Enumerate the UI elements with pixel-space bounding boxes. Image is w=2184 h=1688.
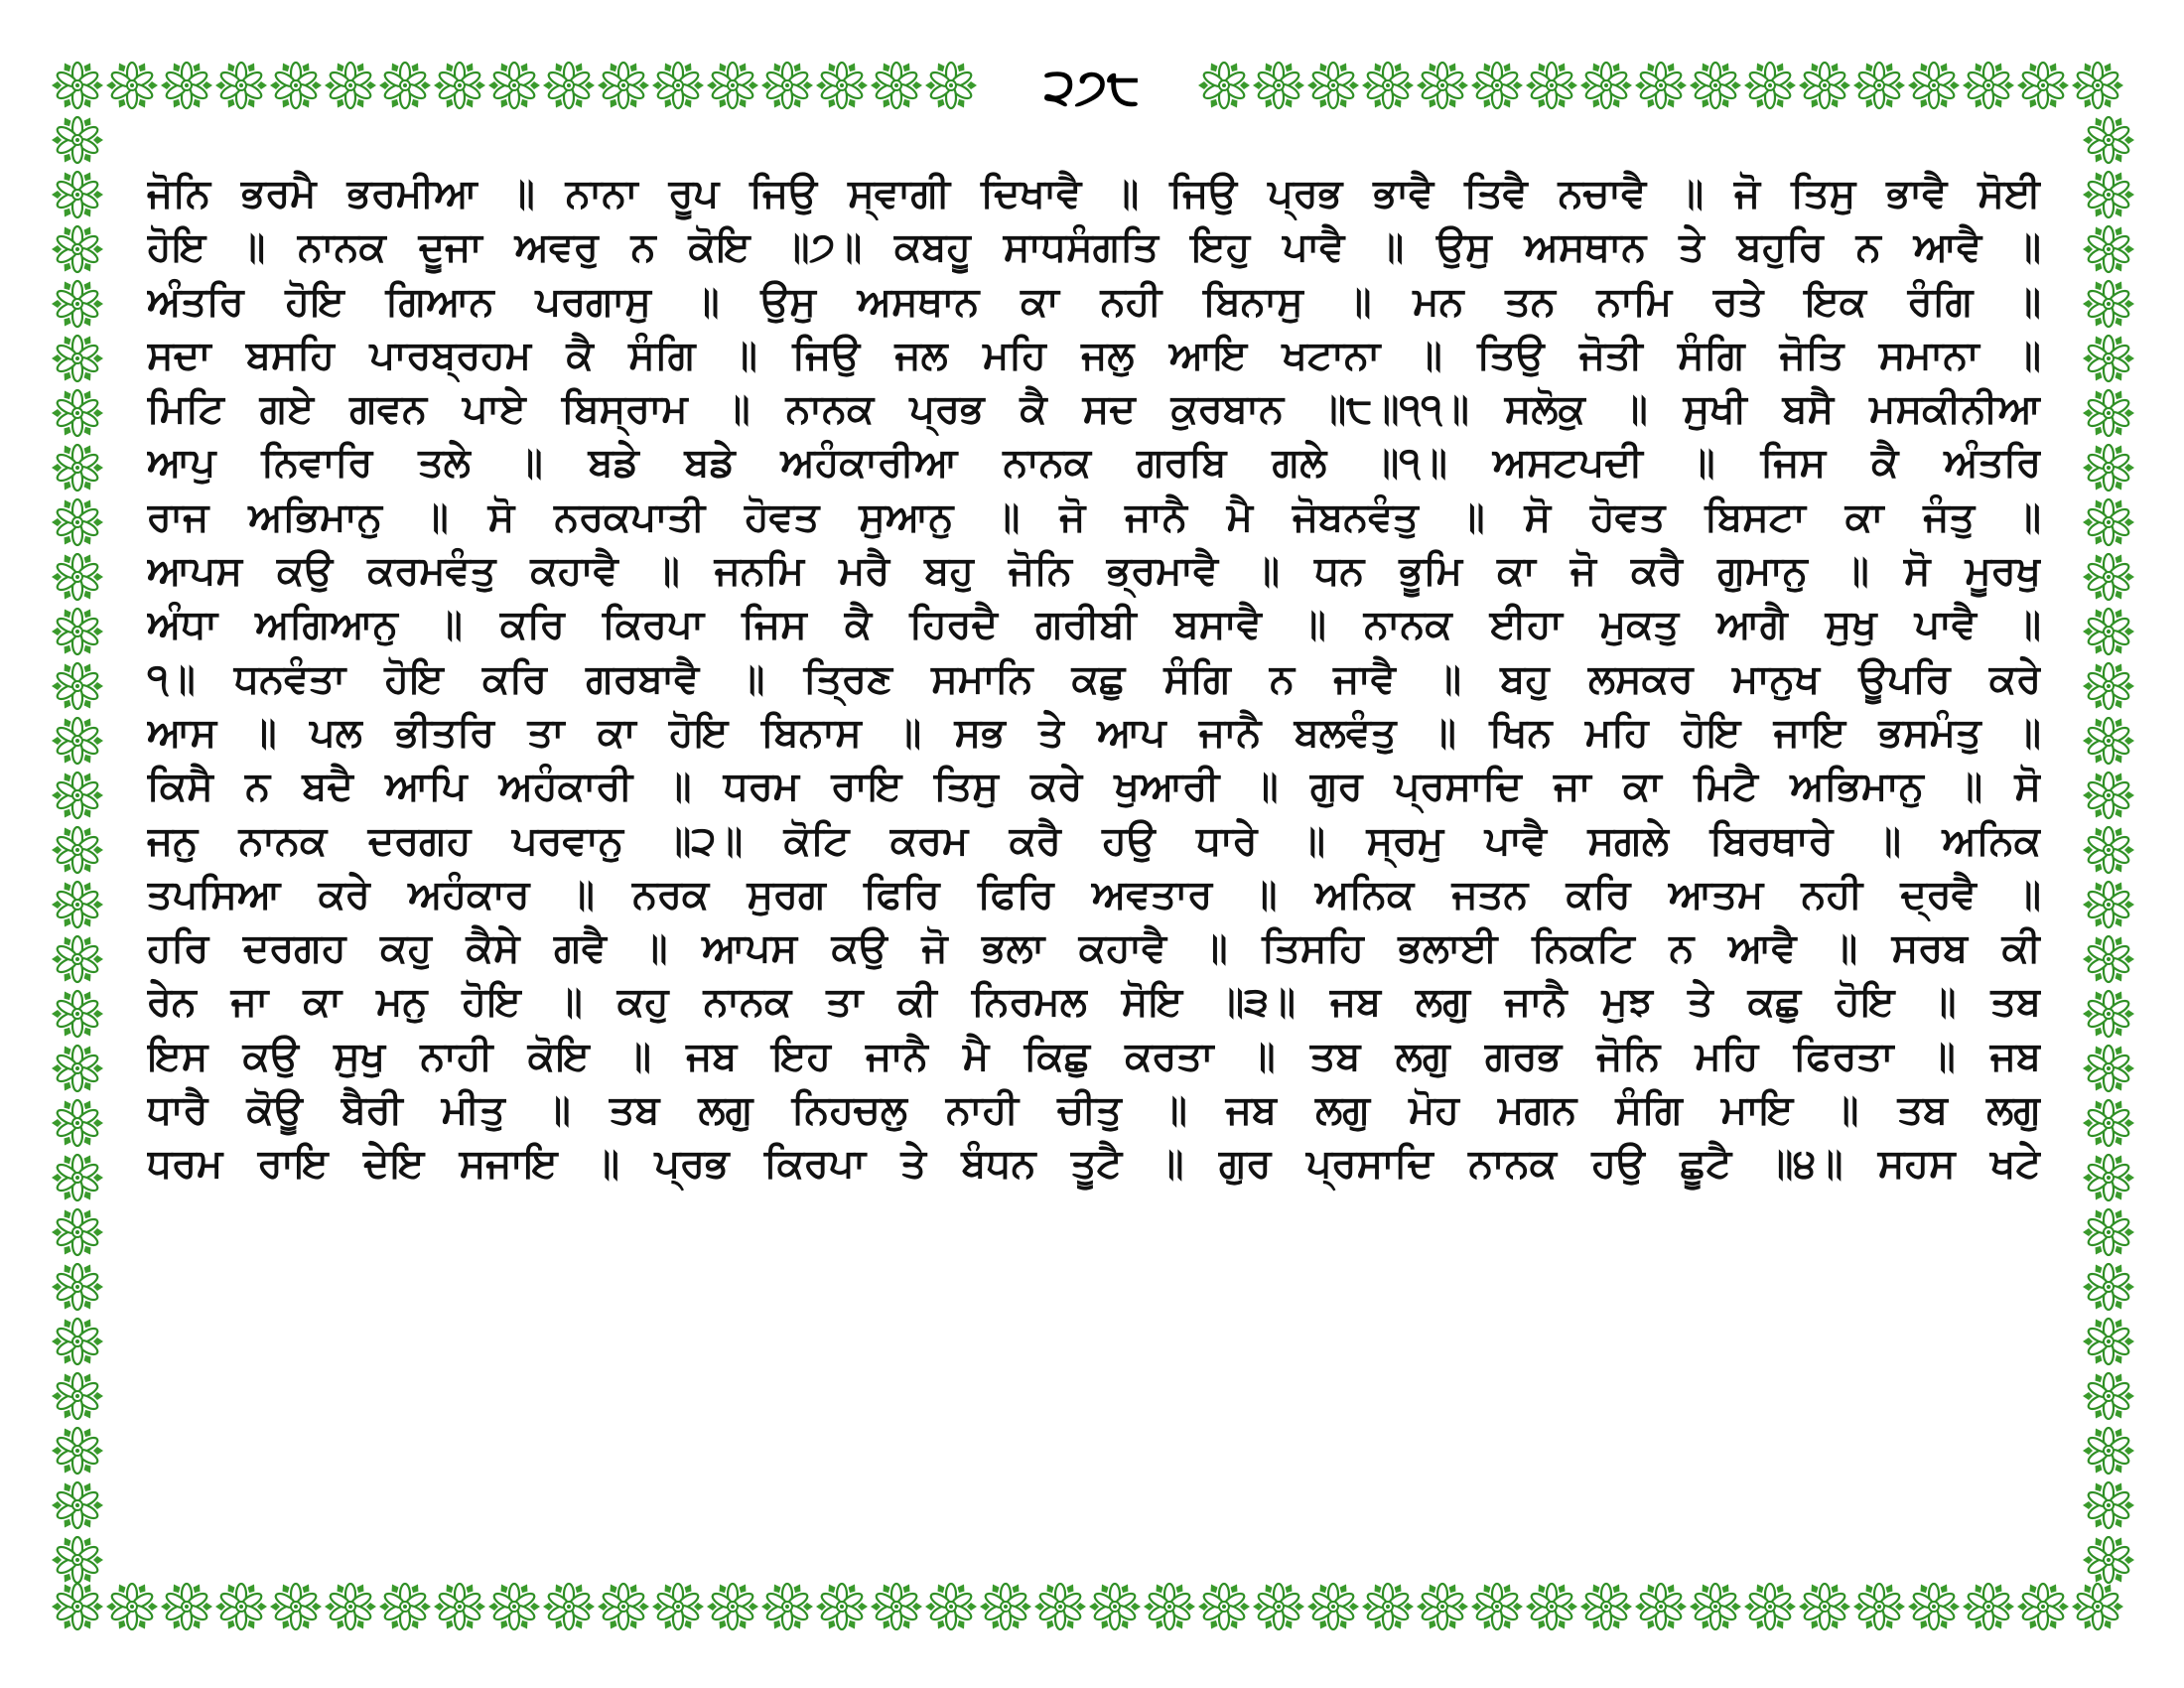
flower-icon: [980, 1582, 1031, 1630]
flower-icon: [1526, 61, 1577, 109]
flower-icon: [434, 61, 485, 109]
flower-icon: [1799, 1582, 1850, 1630]
flower-icon: [379, 61, 431, 109]
flower-icon: [1580, 61, 1632, 109]
flower-icon: [2083, 497, 2134, 546]
flower-icon: [1963, 1582, 2014, 1630]
flower-icon: [1853, 61, 1905, 109]
flower-icon: [1362, 1582, 1414, 1630]
flower-icon: [816, 1582, 868, 1630]
flower-icon: [2083, 1044, 2134, 1092]
flower-icon: [325, 61, 376, 109]
flower-icon: [52, 1371, 103, 1420]
flower-icon: [52, 1044, 103, 1092]
flower-icon: [2083, 934, 2134, 983]
flower-icon: [2083, 1535, 2134, 1584]
flower-icon: [2083, 1153, 2134, 1201]
flower-icon: [161, 1582, 212, 1630]
text-line: ਜੋਨਿ ਭਰਮੈ ਭਰਮੀਆ ॥ ਨਾਨਾ ਰੂਪ ਜਿਉ ਸ੍ਵਾਗੀ ਦਿਖਾਵੈ ॥ ਜਿਉ ਪ੍ਰਭ ਭਾਵੈ ਤਿਵੈ ਨਚਾਵੈ ॥ ਜੋ ਤਿਸੁ ਭਾਵੈ ਸੋਈ: [147, 171, 2041, 216]
flower-icon: [543, 1582, 595, 1630]
flower-icon: [1963, 61, 2014, 109]
flower-icon: [106, 61, 158, 109]
flower-icon: [52, 443, 103, 492]
flower-icon: [2083, 989, 2134, 1038]
flower-icon: [761, 61, 813, 109]
flower-icon: [2083, 825, 2134, 874]
flower-icon: [707, 1582, 758, 1630]
text-line: ਜਨੁ ਨਾਨਕ ਦਰਗਹ ਪਰਵਾਨੁ ॥੨॥ ਕੋਟਿ ਕਰਮ ਕਰੈ ਹਉ ਧਾਰੇ ॥ ਸ੍ਰਮੁ ਪਾਵੈ ਸਗਲੇ ਬਿਰਥਾਰੇ ॥ ਅਨਿਕ: [147, 817, 2041, 864]
flower-icon: [2083, 443, 2134, 492]
flower-icon: [1144, 1582, 1195, 1630]
text-line: ਅੰਤਰਿ ਹੋਇ ਗਿਆਨ ਪਰਗਾਸੁ ॥ ਉਸੁ ਅਸਥਾਨ ਕਾ ਨਹੀ ਬਿਨਾਸੁ ॥ ਮਨ ਤਨ ਨਾਮਿ ਰਤੇ ਇਕ ਰੰਗਿ ॥: [147, 278, 2041, 325]
flower-icon: [2083, 1317, 2134, 1365]
flower-icon: [871, 61, 922, 109]
text-line: ਆਪੁ ਨਿਵਾਰਿ ਤਲੇ ॥ ਬਡੇ ਬਡੇ ਅਹੰਕਾਰੀਆ ਨਾਨਕ ਗਰਬਿ ਗਲੇ ॥੧॥ ਅਸਟਪਦੀ ॥ ਜਿਸ ਕੈ ਅੰਤਰਿ: [147, 440, 2041, 487]
flower-icon: [2083, 1371, 2134, 1420]
text-line: ਮਿਟਿ ਗਏ ਗਵਨ ਪਾਏ ਬਿਸ੍ਰਾਮ ॥ ਨਾਨਕ ਪ੍ਰਭ ਕੈ ਸਦ ਕੁਰਬਾਨ ॥੮॥੧੧॥ ਸਲੋਕੁ ॥ ਸੁਖੀ ਬਸੈ ਮਸਕੀਨੀਆ: [147, 386, 2041, 433]
flower-icon: [52, 334, 103, 382]
flower-icon: [270, 1582, 322, 1630]
text-line: ਅੰਧਾ ਅਗਿਆਨੁ ॥ ਕਰਿ ਕਿਰਪਾ ਜਿਸ ਕੈ ਹਿਰਦੈ ਗਰੀਬੀ ਬਸਾਵੈ ॥ ਨਾਨਕ ਈਹਾ ਮੁਕਤੁ ਆਗੈ ਸੁਖੁ ਪਾਵੈ ॥: [147, 602, 2041, 648]
flower-icon: [52, 607, 103, 655]
flower-icon: [52, 552, 103, 601]
flower-icon: [52, 1207, 103, 1256]
flower-icon: [52, 989, 103, 1038]
text-line: ਆਸ ॥ ਪਲ ਭੀਤਰਿ ਤਾ ਕਾ ਹੋਇ ਬਿਨਾਸ ॥ ਸਭ ਤੇ ਆਪ ਜਾਨੈ ਬਲਵੰਤੁ ॥ ਖਿਨ ਮਹਿ ਹੋਇ ਜਾਇ ਭਸਮੰਤੁ ॥: [147, 709, 2041, 756]
text-line: ਹੋਇ ॥ ਨਾਨਕ ਦੂਜਾ ਅਵਰੁ ਨ ਕੋਇ ॥੭॥ ਕਬਹੂ ਸਾਧਸੰਗਤਿ ਇਹੁ ਪਾਵੈ ॥ ਉਸੁ ਅਸਥਾਨ ਤੇ ਬਹੁਰਿ ਨ ਆਵੈ ॥: [147, 224, 2041, 271]
flower-icon: [52, 934, 103, 983]
text-line: ੧॥ ਧਨਵੰਤਾ ਹੋਇ ਕਰਿ ਗਰਬਾਵੈ ॥ ਤ੍ਰਿਣ ਸਮਾਨਿ ਕਛੁ ਸੰਗਿ ਨ ਜਾਵੈ ॥ ਬਹੁ ਲਸਕਰ ਮਾਨੁਖ ਊਪਰਿ ਕਰੇ: [147, 655, 2041, 702]
flower-icon: [52, 61, 103, 109]
flower-icon: [598, 61, 649, 109]
flower-icon: [2083, 115, 2134, 164]
flower-icon: [598, 1582, 649, 1630]
flower-icon: [1471, 61, 1523, 109]
flower-icon: [379, 1582, 431, 1630]
flower-icon: [1580, 1582, 1632, 1630]
flower-icon: [1744, 61, 1796, 109]
flower-icon: [925, 1582, 977, 1630]
text-line: ਹਰਿ ਦਰਗਹ ਕਹੁ ਕੈਸੇ ਗਵੈ ॥ ਆਪਸ ਕਉ ਜੋ ਭਲਾ ਕਹਾਵੈ ॥ ਤਿਸਹਿ ਭਲਾਈ ਨਿਕਟਿ ਨ ਆਵੈ ॥ ਸਰਬ ਕੀ: [147, 925, 2041, 972]
text-line: ਕਿਸੈ ਨ ਬਦੈ ਆਪਿ ਅਹੰਕਾਰੀ ॥ ਧਰਮ ਰਾਇ ਤਿਸੁ ਕਰੇ ਖੁਆਰੀ ॥ ਗੁਰ ਪ੍ਰਸਾਦਿ ਜਾ ਕਾ ਮਿਟੈ ਅਭਿਮਾਨੁ ॥ ਸੋ: [147, 764, 2041, 810]
flower-icon: [52, 115, 103, 164]
flower-icon: [2083, 170, 2134, 218]
flower-icon: [1198, 1582, 1250, 1630]
text-line: ਰਾਜ ਅਭਿਮਾਨੁ ॥ ਸੋ ਨਰਕਪਾਤੀ ਹੋਵਤ ਸੁਆਨੁ ॥ ਜੋ ਜਾਨੈ ਮੈ ਜੋਬਨਵੰਤੁ ॥ ਸੋ ਹੋਵਤ ਬਿਸਟਾ ਕਾ ਜੰਤੁ ॥: [147, 493, 2041, 540]
flower-icon: [1253, 1582, 1304, 1630]
flower-icon: [1744, 1582, 1796, 1630]
flower-icon: [816, 61, 868, 109]
flower-icon: [1417, 61, 1468, 109]
flower-icon: [2083, 771, 2134, 819]
flower-icon: [434, 1582, 485, 1630]
scripture-text-block: [147, 167, 2041, 1537]
flower-icon: [52, 1153, 103, 1201]
flower-icon: [215, 1582, 267, 1630]
text-line: ਇਸ ਕਉ ਸੁਖੁ ਨਾਹੀ ਕੋਇ ॥ ਜਬ ਇਹ ਜਾਨੈ ਮੈ ਕਿਛੁ ਕਰਤਾ ॥ ਤਬ ਲਗੁ ਗਰਭ ਜੋਨਿ ਮਹਿ ਫਿਰਤਾ ॥ ਜਬ: [147, 1033, 2041, 1079]
flower-icon: [2083, 1098, 2134, 1147]
flower-icon: [2083, 1480, 2134, 1529]
flower-icon: [1253, 61, 1304, 109]
text-line: ਆਪਸ ਕਉ ਕਰਮਵੰਤੁ ਕਹਾਵੈ ॥ ਜਨਮਿ ਮਰੈ ਬਹੁ ਜੋਨਿ ਭ੍ਰਮਾਵੈ ॥ ਧਨ ਭੂਮਿ ਕਾ ਜੋ ਕਰੈ ਗੁਮਾਨੁ ॥ ਸੋ ਮੂਰਖੁ: [147, 548, 2041, 595]
flower-icon: [52, 1098, 103, 1147]
flower-icon: [52, 388, 103, 437]
flower-icon: [52, 825, 103, 874]
flower-icon: [2083, 607, 2134, 655]
flower-icon: [1690, 1582, 1741, 1630]
flower-icon: [488, 61, 540, 109]
flower-icon: [2083, 716, 2134, 765]
flower-icon: [2083, 1207, 2134, 1256]
flower-icon: [1690, 61, 1741, 109]
flower-icon: [1417, 1582, 1468, 1630]
flower-icon: [52, 1535, 103, 1584]
flower-icon: [488, 1582, 540, 1630]
flower-icon: [1198, 61, 1250, 109]
text-line: ਸਦਾ ਬਸਹਿ ਪਾਰਬ੍ਰਹਮ ਕੈ ਸੰਗਿ ॥ ਜਿਉ ਜਲ ਮਹਿ ਜਲੁ ਆਇ ਖਟਾਨਾ ॥ ਤਿਉ ਜੋਤੀ ਸੰਗਿ ਜੋਤਿ ਸਮਾਨਾ ॥: [147, 332, 2041, 378]
flower-icon: [1908, 1582, 1960, 1630]
flower-icon: [1307, 1582, 1359, 1630]
flower-icon: [2083, 1262, 2134, 1311]
text-line: ਧਰਮ ਰਾਇ ਦੇਇ ਸਜਾਇ ॥ ਪ੍ਰਭ ਕਿਰਪਾ ਤੇ ਬੰਧਨ ਤੂਟੈ ॥ ਗੁਰ ਪ੍ਰਸਾਦਿ ਨਾਨਕ ਹਉ ਛੂਟੈ ॥੪॥ ਸਹਸ ਖਟੇ: [147, 1141, 2041, 1188]
flower-icon: [325, 1582, 376, 1630]
flower-icon: [52, 497, 103, 546]
flower-icon: [2083, 224, 2134, 273]
flower-icon: [707, 61, 758, 109]
page-number: ੨੭੮: [1003, 52, 1181, 121]
flower-icon: [106, 1582, 158, 1630]
flower-icon: [1853, 1582, 1905, 1630]
flower-icon: [52, 1317, 103, 1365]
text-line: ਧਾਰੈ ਕੋਊ ਬੈਰੀ ਮੀਤੁ ॥ ਤਬ ਲਗੁ ਨਿਹਚਲੁ ਨਾਹੀ ਚੀਤੁ ॥ ਜਬ ਲਗੁ ਮੋਹ ਮਗਨ ਸੰਗਿ ਮਾਇ ॥ ਤਬ ਲਗੁ: [147, 1087, 2041, 1134]
flower-icon: [270, 61, 322, 109]
flower-icon: [1034, 1582, 1086, 1630]
flower-icon: [52, 771, 103, 819]
flower-icon: [1635, 61, 1687, 109]
flower-icon: [52, 279, 103, 328]
text-line: ਤਪਸਿਆ ਕਰੇ ਅਹੰਕਾਰ ॥ ਨਰਕ ਸੁਰਗ ਫਿਰਿ ਫਿਰਿ ਅਵਤਾਰ ॥ ਅਨਿਕ ਜਤਨ ਕਰਿ ਆਤਮ ਨਹੀ ਦ੍ਰਵੈ ॥: [147, 871, 2041, 917]
flower-icon: [1526, 1582, 1577, 1630]
flower-icon: [2017, 61, 2069, 109]
flower-icon: [543, 61, 595, 109]
flower-icon: [2083, 552, 2134, 601]
flower-icon: [1471, 1582, 1523, 1630]
flower-icon: [2083, 334, 2134, 382]
text-line: ਰੇਨ ਜਾ ਕਾ ਮਨੁ ਹੋਇ ॥ ਕਹੁ ਨਾਨਕ ਤਾ ਕੀ ਨਿਰਮਲ ਸੋਇ ॥੩॥ ਜਬ ਲਗੁ ਜਾਨੈ ਮੁਝ ਤੇ ਕਛੁ ਹੋਇ ॥ ਤਬ: [147, 979, 2041, 1026]
flower-icon: [1089, 1582, 1141, 1630]
flower-icon: [2083, 279, 2134, 328]
flower-icon: [652, 1582, 704, 1630]
flower-icon: [52, 224, 103, 273]
flower-icon: [2083, 880, 2134, 928]
flower-icon: [1799, 61, 1850, 109]
flower-icon: [2072, 1582, 2123, 1630]
flower-icon: [52, 880, 103, 928]
flower-icon: [1908, 61, 1960, 109]
flower-icon: [2083, 1426, 2134, 1475]
flower-icon: [52, 1480, 103, 1529]
flower-icon: [52, 170, 103, 218]
flower-icon: [52, 661, 103, 710]
flower-icon: [52, 716, 103, 765]
flower-icon: [52, 1582, 103, 1630]
flower-icon: [2083, 661, 2134, 710]
flower-icon: [652, 61, 704, 109]
flower-icon: [52, 1262, 103, 1311]
flower-icon: [761, 1582, 813, 1630]
flower-icon: [2072, 61, 2123, 109]
flower-icon: [161, 61, 212, 109]
flower-icon: [1307, 61, 1359, 109]
flower-icon: [2017, 1582, 2069, 1630]
flower-icon: [925, 61, 977, 109]
flower-icon: [215, 61, 267, 109]
flower-icon: [2083, 388, 2134, 437]
flower-icon: [1635, 1582, 1687, 1630]
flower-icon: [1362, 61, 1414, 109]
flower-icon: [52, 1426, 103, 1475]
flower-icon: [871, 1582, 922, 1630]
